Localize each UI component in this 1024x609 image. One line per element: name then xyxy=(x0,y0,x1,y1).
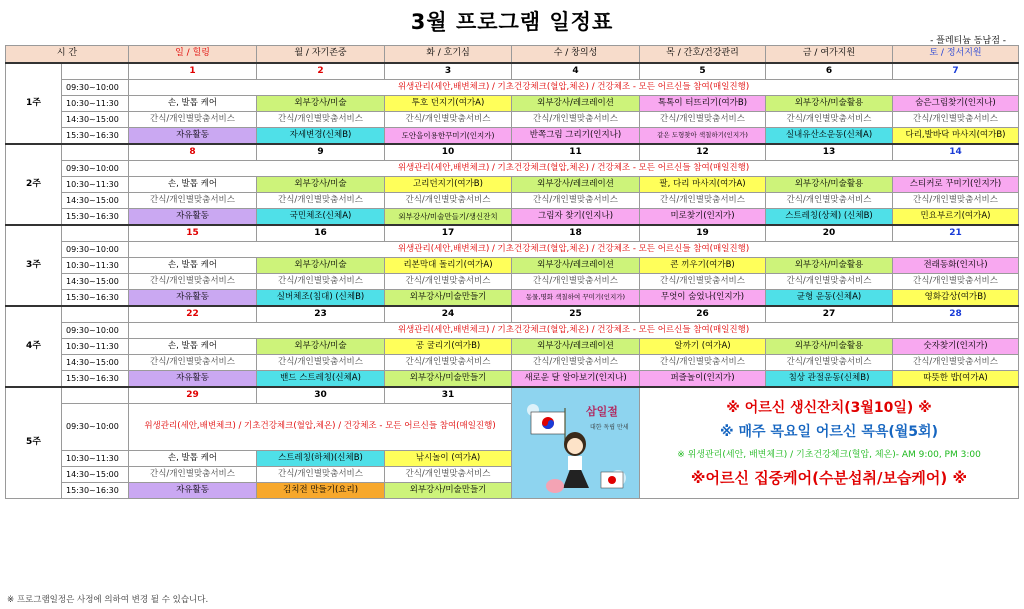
program-cell: 외부강사/미술만들기 xyxy=(385,370,512,387)
program-cell: 숫자찾기(인지가) xyxy=(893,338,1019,354)
header-day-mon: 월 / 자기존중 xyxy=(257,46,385,63)
program-cell: 스티커로 꾸미기(인지가) xyxy=(893,176,1019,192)
program-cell: 자유활동 xyxy=(129,289,257,306)
service-cell: 간식/개인별맞춤서비스 xyxy=(512,273,640,289)
week3-banner-row xyxy=(6,241,1019,257)
program-cell: 침상 관절운동(신체B) xyxy=(766,370,893,387)
program-cell: 외부강사/미술활용 xyxy=(766,95,893,111)
program-cell: 고리던지기(여가B) xyxy=(385,176,512,192)
week5-date-row xyxy=(6,387,1019,404)
poster-title: 삼일절 xyxy=(586,404,618,418)
week1-service-row xyxy=(6,111,1019,127)
time-cell: 14:30~15:00 xyxy=(62,192,129,208)
date-cell: 6 xyxy=(766,63,893,80)
date-cell: 21 xyxy=(893,225,1019,242)
date-cell: 12 xyxy=(640,144,766,161)
program-cell: 외부강사/레크레이션 xyxy=(512,257,640,273)
program-cell: 실버체조(침대) (신체B) xyxy=(257,289,385,306)
service-cell: 간식/개인별맞춤서비스 xyxy=(640,192,766,208)
week1-am-row xyxy=(6,95,1019,111)
program-cell: 톡톡이 터뜨리기(여가B) xyxy=(640,95,766,111)
program-cell: 같은 도형찾아 색칠하기(인지가) xyxy=(640,127,766,144)
service-cell: 간식/개인별맞춤서비스 xyxy=(766,273,893,289)
program-cell: 손, 발톱 케어 xyxy=(129,450,257,466)
date-cell: 9 xyxy=(257,144,385,161)
service-cell: 간식/개인별맞춤서비스 xyxy=(893,273,1019,289)
program-cell: 외부강사/미술 xyxy=(257,257,385,273)
week4-pm-row xyxy=(6,370,1019,387)
service-cell: 간식/개인별맞춤서비스 xyxy=(385,111,512,127)
week4-date-row xyxy=(6,306,1019,323)
program-cell: 다리,발바닥 마사지(여가B) xyxy=(893,127,1019,144)
program-cell: 외부강사/미술 xyxy=(257,338,385,354)
program-cell: 자유활동 xyxy=(129,208,257,225)
header-day-sun: 일 / 힐링 xyxy=(129,46,257,63)
date-cell: 28 xyxy=(893,306,1019,323)
date-cell: 3 xyxy=(385,63,512,80)
date-cell: 15 xyxy=(129,225,257,242)
date-cell: 25 xyxy=(512,306,640,323)
program-cell: 동물,명화 색칠하여 꾸미기(인지가) xyxy=(512,289,640,306)
header-day-wed: 수 / 창의성 xyxy=(512,46,640,63)
program-cell: 외부강사/미술활용 xyxy=(766,338,893,354)
program-cell: 밴드 스트레칭(신체A) xyxy=(257,370,385,387)
daily-banner: 위생관리(세안,배변체크) / 기초건강체크(혈압,체온) / 건강체조 - 모든 어르신들 참여(매일진행) xyxy=(129,79,1019,95)
week4-banner-row xyxy=(6,322,1019,338)
date-cell: 14 xyxy=(893,144,1019,161)
program-cell: 국민체조(신체A) xyxy=(257,208,385,225)
time-cell: 10:30~11:30 xyxy=(62,450,129,466)
date-cell: 11 xyxy=(512,144,640,161)
program-cell: 자세변경(신체B) xyxy=(257,127,385,144)
header-row xyxy=(6,46,1019,63)
service-cell: 간식/개인별맞춤서비스 xyxy=(512,192,640,208)
program-cell: 공 굴리기(여가B) xyxy=(385,338,512,354)
service-cell: 간식/개인별맞춤서비스 xyxy=(385,192,512,208)
time-cell: 14:30~15:00 xyxy=(62,466,129,482)
time-cell: 15:30~16:30 xyxy=(62,370,129,387)
service-cell: 간식/개인별맞춤서비스 xyxy=(257,111,385,127)
date-cell: 29 xyxy=(129,387,257,404)
date-cell: 5 xyxy=(640,63,766,80)
program-cell: 외부강사/미술활용 xyxy=(766,176,893,192)
week-label: 3주 xyxy=(6,225,62,306)
date-cell: 4 xyxy=(512,63,640,80)
date-cell: 30 xyxy=(257,387,385,404)
program-cell: 자유활동 xyxy=(129,127,257,144)
program-cell: 낚시놀이 (여가A) xyxy=(385,450,512,466)
header-time: 시 간 xyxy=(6,46,129,63)
daily-banner: 위생관리(세안,배변체크) / 기초건강체크(혈압,체온) / 건강체조 - 모든 어르신들 참여(매일진행) xyxy=(129,322,1019,338)
time-cell: 14:30~15:00 xyxy=(62,111,129,127)
service-cell: 간식/개인별맞춤서비스 xyxy=(640,273,766,289)
service-cell: 간식/개인별맞춤서비스 xyxy=(512,354,640,370)
program-cell: 미로찾기(인지가) xyxy=(640,208,766,225)
service-cell: 간식/개인별맞춤서비스 xyxy=(385,273,512,289)
schedule-table xyxy=(5,45,1019,499)
program-cell: 콘 끼우기(여가B) xyxy=(640,257,766,273)
time-cell: 10:30~11:30 xyxy=(62,176,129,192)
notice-bath: ※ 매주 목요일 어르신 목욕(월5회) xyxy=(720,423,938,440)
service-cell: 간식/개인별맞춤서비스 xyxy=(257,273,385,289)
program-cell: 외부강사/미술만들기 xyxy=(385,289,512,306)
program-cell: 자유활동 xyxy=(129,370,257,387)
daily-banner: 위생관리(세안,배변체크) / 기초건강체크(혈압,체온) / 건강체조 - 모든 어르신들 참여(매일진행) xyxy=(129,160,1019,176)
footnote: ※ 프로그램일정은 사정에 의하여 변경 될 수 있습니다. xyxy=(7,595,209,605)
program-cell: 새로운 달 알아보기(인지나) xyxy=(512,370,640,387)
program-cell: 손, 발톱 케어 xyxy=(129,257,257,273)
service-cell: 간식/개인별맞춤서비스 xyxy=(766,354,893,370)
program-cell: 손, 발톱 케어 xyxy=(129,338,257,354)
time-cell: 15:30~16:30 xyxy=(62,208,129,225)
service-cell: 간식/개인별맞춤서비스 xyxy=(129,354,257,370)
week3-pm-row xyxy=(6,289,1019,306)
service-cell: 간식/개인별맞춤서비스 xyxy=(129,466,257,482)
week1-banner-row xyxy=(6,79,1019,95)
program-cell: 외부강사/미술활용 xyxy=(766,257,893,273)
header-day-fri: 금 / 여가지원 xyxy=(766,46,893,63)
date-cell: 8 xyxy=(129,144,257,161)
week3-service-row xyxy=(6,273,1019,289)
date-cell: 17 xyxy=(385,225,512,242)
notice-box xyxy=(640,387,1019,499)
time-cell: 09:30~10:00 xyxy=(62,79,129,95)
program-cell: 민요부르기(여가A) xyxy=(893,208,1019,225)
program-cell: 외부강사/레크레이션 xyxy=(512,176,640,192)
service-cell: 간식/개인별맞춤서비스 xyxy=(129,192,257,208)
week1-date-row xyxy=(6,63,1019,80)
program-cell: 외부강사/미술만들기/생신잔치 xyxy=(385,208,512,225)
poster-illustration xyxy=(513,388,639,498)
date-cell: 1 xyxy=(129,63,257,80)
time-cell: 15:30~16:30 xyxy=(62,289,129,306)
date-cell: 19 xyxy=(640,225,766,242)
week4-am-row xyxy=(6,338,1019,354)
date-cell: 23 xyxy=(257,306,385,323)
program-cell: 스트레칭(하체)(신체B) xyxy=(257,450,385,466)
program-cell: 김치전 만들기(요리) xyxy=(257,482,385,498)
samiljeol-poster-image xyxy=(512,387,640,499)
date-cell: 22 xyxy=(129,306,257,323)
week2-service-row xyxy=(6,192,1019,208)
program-cell: 손, 발톱 케어 xyxy=(129,176,257,192)
week4-service-row xyxy=(6,354,1019,370)
service-cell: 간식/개인별맞춤서비스 xyxy=(766,192,893,208)
program-cell: 도안을이용한꾸미기(인지가) xyxy=(385,127,512,144)
date-cell: 16 xyxy=(257,225,385,242)
header-day-sat: 토 / 정서지원 xyxy=(893,46,1019,63)
time-cell: 14:30~15:00 xyxy=(62,273,129,289)
program-cell: 실내유산소운동(신체A) xyxy=(766,127,893,144)
program-cell: 외부강사/레크레이션 xyxy=(512,338,640,354)
header-day-tue: 화 / 호기심 xyxy=(385,46,512,63)
service-cell: 간식/개인별맞춤서비스 xyxy=(257,354,385,370)
program-cell: 전래동화(인지나) xyxy=(893,257,1019,273)
week3-date-row xyxy=(6,225,1019,242)
blank-cell xyxy=(62,225,129,242)
program-cell: 알까기 (여가A) xyxy=(640,338,766,354)
program-cell: 자유활동 xyxy=(129,482,257,498)
date-cell: 26 xyxy=(640,306,766,323)
service-cell: 간식/개인별맞춤서비스 xyxy=(893,354,1019,370)
service-cell: 간식/개인별맞춤서비스 xyxy=(129,273,257,289)
program-cell: 영화감상(여가B) xyxy=(893,289,1019,306)
branch-label: - 플레티늄 동남점 - xyxy=(930,36,1006,46)
blank-cell xyxy=(62,306,129,323)
time-cell: 09:30~10:00 xyxy=(62,403,129,450)
service-cell: 간식/개인별맞춤서비스 xyxy=(893,192,1019,208)
service-cell: 간식/개인별맞춤서비스 xyxy=(512,111,640,127)
program-cell: 무엇이 숨었나(인지가) xyxy=(640,289,766,306)
service-cell: 간식/개인별맞춤서비스 xyxy=(385,466,512,482)
week-label: 4주 xyxy=(6,306,62,387)
date-cell: 24 xyxy=(385,306,512,323)
time-cell: 14:30~15:00 xyxy=(62,354,129,370)
program-cell: 따뜻한 밥(여가A) xyxy=(893,370,1019,387)
time-cell: 10:30~11:30 xyxy=(62,338,129,354)
service-cell: 간식/개인별맞춤서비스 xyxy=(893,111,1019,127)
time-cell: 15:30~16:30 xyxy=(62,127,129,144)
week2-date-row xyxy=(6,144,1019,161)
service-cell: 간식/개인별맞춤서비스 xyxy=(129,111,257,127)
date-cell: 10 xyxy=(385,144,512,161)
daily-banner: 위생관리(세안,배변체크) / 기초건강체크(혈압,체온) / 건강체조 - 모든 어르신들 참여(매일진행) xyxy=(129,403,512,450)
program-cell: 리본막대 돌리기(여가A) xyxy=(385,257,512,273)
program-cell: 숨은그림찾기(인지나) xyxy=(893,95,1019,111)
program-cell: 퍼즐놀이(인지가) xyxy=(640,370,766,387)
date-cell: 2 xyxy=(257,63,385,80)
notice-birthday: ※ 어르신 생신잔치(3월10일) ※ xyxy=(726,399,932,416)
program-cell: 손, 발톱 케어 xyxy=(129,95,257,111)
program-cell: 균형 운동(신체A) xyxy=(766,289,893,306)
blank-cell xyxy=(62,387,129,404)
program-cell: 팔, 다리 마사지(여가A) xyxy=(640,176,766,192)
date-cell: 27 xyxy=(766,306,893,323)
week-label: 2주 xyxy=(6,144,62,225)
program-cell: 투호 던지기(여가A) xyxy=(385,95,512,111)
notice-hygiene: ※ 위생관리(세안, 배변체크) / 기초건강체크(혈압, 체온)- AM 9:00, PM 3:00 xyxy=(677,449,981,460)
date-cell: 31 xyxy=(385,387,512,404)
week2-pm-row xyxy=(6,208,1019,225)
time-cell: 09:30~10:00 xyxy=(62,241,129,257)
date-cell: 18 xyxy=(512,225,640,242)
week-label: 1주 xyxy=(6,63,62,144)
service-cell: 간식/개인별맞춤서비스 xyxy=(766,111,893,127)
blank-cell xyxy=(62,63,129,80)
week3-am-row xyxy=(6,257,1019,273)
program-cell: 반쪽그림 그리기(인지나) xyxy=(512,127,640,144)
service-cell: 간식/개인별맞춤서비스 xyxy=(257,466,385,482)
program-cell: 외부강사/미술 xyxy=(257,95,385,111)
date-cell: 13 xyxy=(766,144,893,161)
time-cell: 09:30~10:00 xyxy=(62,322,129,338)
notice-care: ※어르신 집중케어(수분섭취/보습케어) ※ xyxy=(690,468,968,487)
date-cell: 7 xyxy=(893,63,1019,80)
time-cell: 10:30~11:30 xyxy=(62,257,129,273)
week-label: 5주 xyxy=(6,387,62,499)
program-cell: 외부강사/미술만들기 xyxy=(385,482,512,498)
time-cell: 10:30~11:30 xyxy=(62,95,129,111)
week2-am-row xyxy=(6,176,1019,192)
poster-subtitle: 대한 독립 만세 xyxy=(590,423,629,431)
program-cell: 외부강사/레크레이션 xyxy=(512,95,640,111)
week1-pm-row xyxy=(6,127,1019,144)
time-cell: 15:30~16:30 xyxy=(62,482,129,498)
service-cell: 간식/개인별맞춤서비스 xyxy=(257,192,385,208)
daily-banner: 위생관리(세안,배변체크) / 기초건강체크(혈압,체온) / 건강체조 - 모든 어르신들 참여(매일진행) xyxy=(129,241,1019,257)
service-cell: 간식/개인별맞춤서비스 xyxy=(385,354,512,370)
program-cell: 그림자 찾기(인지나) xyxy=(512,208,640,225)
header-day-thu: 목 / 간호/건강관리 xyxy=(640,46,766,63)
service-cell: 간식/개인별맞춤서비스 xyxy=(640,354,766,370)
program-cell: 외부강사/미술 xyxy=(257,176,385,192)
program-cell: 스트레칭(상체) (신체B) xyxy=(766,208,893,225)
week2-banner-row xyxy=(6,160,1019,176)
service-cell: 간식/개인별맞춤서비스 xyxy=(640,111,766,127)
date-cell: 20 xyxy=(766,225,893,242)
blank-cell xyxy=(62,144,129,161)
page-title: 3월 프로그램 일정표 xyxy=(410,10,614,34)
time-cell: 09:30~10:00 xyxy=(62,160,129,176)
